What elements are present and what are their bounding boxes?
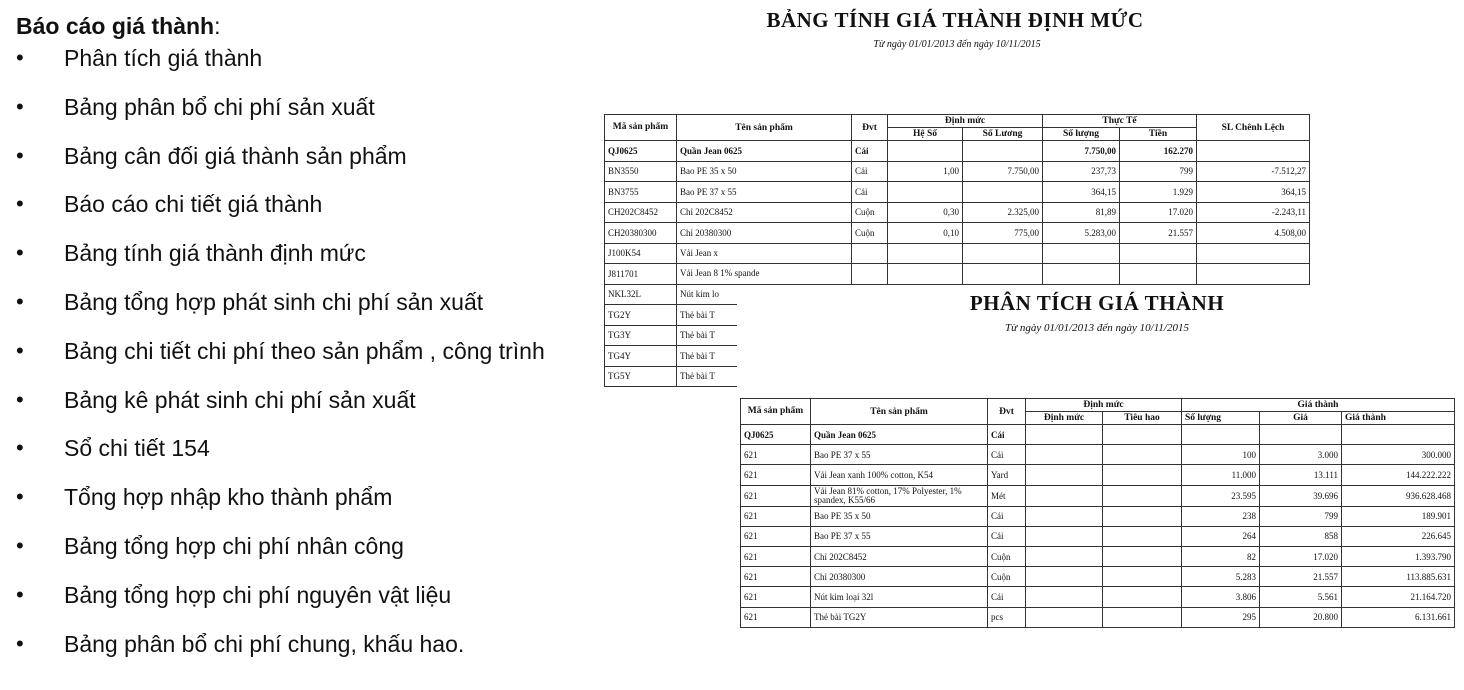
- cell-coef: [888, 141, 963, 162]
- cell-price: 21.557: [1260, 567, 1342, 587]
- cell-total: 300.000: [1342, 445, 1455, 465]
- cell-qty: 775,00: [963, 223, 1043, 244]
- table-row: [605, 264, 1310, 285]
- r1-h-amount: Tiền: [1120, 128, 1197, 141]
- cell-price: 17.020: [1260, 546, 1342, 566]
- cell-unit: [852, 264, 888, 285]
- cell-name: Chỉ 20380300: [811, 567, 988, 587]
- cell-qty: 264: [1182, 526, 1260, 546]
- report-list: [16, 44, 596, 678]
- cell-code: TG2Y: [605, 305, 677, 326]
- cell-total: 226.645: [1342, 526, 1455, 546]
- bullet-dot: •: [16, 532, 24, 558]
- bullet-dot: •: [16, 581, 24, 607]
- cell-name: Bao PE 37 x 55: [811, 445, 988, 465]
- cell-diff: 364,15: [1197, 182, 1310, 203]
- report-list-item: [16, 288, 596, 337]
- cell-diff: 4.508,00: [1197, 223, 1310, 244]
- cell-amount: 162.270: [1120, 141, 1197, 162]
- cell-code: 621: [741, 546, 811, 566]
- cell-consume: [1103, 567, 1182, 587]
- cell-name: Bao PE 35 x 50: [811, 506, 988, 526]
- report-cost-analysis: [737, 285, 1457, 690]
- cell-code: QJ0625: [605, 141, 677, 162]
- cell-price: 13.111: [1260, 465, 1342, 485]
- cell-name: Nút kim loại 32l: [811, 587, 988, 607]
- cell-code: 621: [741, 526, 811, 546]
- cell-name: Chỉ 20380300: [677, 223, 852, 244]
- cell-unit: Cuộn: [988, 546, 1026, 566]
- cell-name: Bao PE 35 x 50: [677, 161, 852, 182]
- bullet-dot: •: [16, 240, 24, 266]
- cell-total: 21.164.720: [1342, 587, 1455, 607]
- cell-actual-qty: 81,89: [1043, 202, 1120, 223]
- report-list-label: Bảng tính giá thành định mức: [64, 240, 366, 267]
- cell-code: 621: [741, 445, 811, 465]
- cell-unit: Cái: [988, 587, 1026, 607]
- cell-name: Bao PE 37 x 55: [677, 182, 852, 203]
- table-row: [741, 546, 1455, 566]
- cell-price: 799: [1260, 506, 1342, 526]
- table-row: [741, 425, 1455, 445]
- cell-unit: Cái: [988, 526, 1026, 546]
- report-list-label: Bảng chi tiết chi phí theo sản phẩm , công trình: [64, 337, 545, 364]
- cell-norm: [1026, 546, 1103, 566]
- cell-norm: [1026, 465, 1103, 485]
- r2-h-total: Giá thành: [1342, 412, 1455, 425]
- cell-unit: pcs: [988, 607, 1026, 627]
- cell-name: Thẻ bài T: [677, 325, 852, 346]
- cell-unit: Cuộn: [852, 223, 888, 244]
- cell-qty: 82: [1182, 546, 1260, 566]
- cell-diff: [1197, 141, 1310, 162]
- r2-h-price: Giá: [1260, 412, 1342, 425]
- cell-price: 20.800: [1260, 607, 1342, 627]
- bullet-dot: •: [16, 45, 24, 70]
- cell-code: J811701: [605, 264, 677, 285]
- cell-unit: [852, 243, 888, 264]
- cell-diff: -7.512,27: [1197, 161, 1310, 182]
- report-list-label: Bảng phân bổ chi phí chung, khấu hao.: [64, 630, 465, 657]
- table-row: [741, 465, 1455, 485]
- report-list-item: [16, 93, 596, 142]
- cell-code: 621: [741, 587, 811, 607]
- cell-actual-qty: [1043, 243, 1120, 264]
- cell-norm: [1026, 526, 1103, 546]
- report-list-item: [16, 386, 596, 435]
- cell-qty: 100: [1182, 445, 1260, 465]
- cell-consume: [1103, 526, 1182, 546]
- cell-code: J100K54: [605, 243, 677, 264]
- report-list-label: Phân tích giá thành: [64, 45, 263, 71]
- cell-name: Vải Jean xanh 100% cotton, K54: [811, 465, 988, 485]
- cell-qty: 3.806: [1182, 587, 1260, 607]
- cell-qty: [963, 182, 1043, 203]
- r2-h-code: Mã sản phẩm: [741, 399, 811, 425]
- cell-coef: 0,30: [888, 202, 963, 223]
- cell-price: 858: [1260, 526, 1342, 546]
- section-title: Báo cáo giá thành: [16, 13, 215, 39]
- cell-norm: [1026, 445, 1103, 465]
- heading-colon: :: [214, 13, 221, 39]
- cell-price: 39.696: [1260, 485, 1342, 506]
- cell-code: 621: [741, 567, 811, 587]
- cell-unit: Cái: [852, 161, 888, 182]
- table-row: [605, 202, 1310, 223]
- table-row: [741, 567, 1455, 587]
- cell-unit: Cái: [852, 182, 888, 203]
- table-row: [605, 243, 1310, 264]
- bullet-dot: •: [16, 142, 24, 168]
- cell-norm: [1026, 425, 1103, 445]
- cell-consume: [1103, 506, 1182, 526]
- report-list-label: Báo cáo chi tiết giá thành: [64, 191, 323, 218]
- cell-unit: Yard: [988, 465, 1026, 485]
- cell-actual-qty: 7.750,00: [1043, 141, 1120, 162]
- report-list-item: [16, 190, 596, 239]
- cell-name: Thẻ bài T: [677, 305, 852, 326]
- cell-price: 3.000: [1260, 445, 1342, 465]
- report-list-label: Sổ chi tiết 154: [64, 435, 210, 462]
- r1-h-code: Mã sản phẩm: [605, 115, 677, 141]
- table-row: [605, 161, 1310, 182]
- report-list-item: [16, 142, 596, 191]
- table-row: [605, 223, 1310, 244]
- cell-name: Quần Jean 0625: [677, 141, 852, 162]
- cell-price: [1260, 425, 1342, 445]
- r1-h-coef: Hệ Số: [888, 128, 963, 141]
- cell-diff: [1197, 264, 1310, 285]
- table-row: [741, 485, 1455, 506]
- table-row: [605, 141, 1310, 162]
- cell-unit: Mét: [988, 485, 1026, 506]
- cell-name: Bao PE 37 x 55: [811, 526, 988, 546]
- report-list-item: [16, 337, 596, 386]
- report2-title: PHÂN TÍCH GIÁ THÀNH: [969, 291, 1225, 315]
- cell-name: Chỉ 202C8452: [811, 546, 988, 566]
- cell-total: 144.222.222: [1342, 465, 1455, 485]
- r2-h-cost: Giá thành: [1182, 399, 1455, 412]
- cell-code: QJ0625: [741, 425, 811, 445]
- r2-h-unit: Đvt: [988, 399, 1026, 425]
- report-list-item: [16, 44, 596, 93]
- cell-consume: [1103, 607, 1182, 627]
- cell-code: CH202C8452: [605, 202, 677, 223]
- report2-table: [740, 398, 1455, 628]
- bullet-dot: •: [16, 435, 24, 461]
- cell-code: TG4Y: [605, 346, 677, 367]
- table-row: [605, 182, 1310, 203]
- cell-unit: Cuộn: [852, 202, 888, 223]
- cell-qty: 295: [1182, 607, 1260, 627]
- cell-consume: [1103, 587, 1182, 607]
- table-row: [741, 445, 1455, 465]
- report1-title: BẢNG TÍNH GIÁ THÀNH ĐỊNH MỨC: [766, 8, 1144, 32]
- r2-h-name: Tên sản phẩm: [811, 399, 988, 425]
- report-list-label: Bảng tổng hợp chi phí nguyên vật liệu: [64, 581, 452, 608]
- cell-qty: 2.325,00: [963, 202, 1043, 223]
- cell-amount: 21.557: [1120, 223, 1197, 244]
- cell-code: 621: [741, 506, 811, 526]
- report-list-item: [16, 630, 596, 679]
- cell-unit: Cái: [988, 425, 1026, 445]
- bullet-dot: •: [16, 93, 24, 119]
- r1-h-aqty: Số lượng: [1043, 128, 1120, 141]
- cell-code: TG3Y: [605, 325, 677, 346]
- report-list-label: Bảng kê phát sinh chi phí sản xuất: [64, 386, 416, 413]
- cell-total: 113.885.631: [1342, 567, 1455, 587]
- r2-h-qty: Số lượng: [1182, 412, 1260, 425]
- cell-name: Thẻ bài TG2Y: [811, 607, 988, 627]
- section-heading: [16, 12, 596, 40]
- report-list-label: Bảng tổng hợp chi phí nhân công: [64, 532, 404, 559]
- report-list-label: Bảng phân bổ chi phí sản xuất: [64, 93, 375, 120]
- cell-amount: 1.929: [1120, 182, 1197, 203]
- report-list-label: Bảng cân đối giá thành sản phẩm: [64, 142, 407, 169]
- report-list-item: [16, 532, 596, 581]
- cell-name: Nút kim lo: [677, 284, 852, 305]
- bullet-dot: •: [16, 484, 24, 510]
- cell-qty: [963, 243, 1043, 264]
- cell-name: Vải Jean x: [677, 243, 852, 264]
- cell-name: Quần Jean 0625: [811, 425, 988, 445]
- r2-h-norm: Định mức: [1026, 399, 1182, 412]
- cell-unit: Cái: [852, 141, 888, 162]
- cell-name: Vải Jean 8 1% spande: [677, 264, 852, 285]
- cell-norm: [1026, 607, 1103, 627]
- cell-norm: [1026, 587, 1103, 607]
- cell-actual-qty: 5.283,00: [1043, 223, 1120, 244]
- cell-qty: 11.000: [1182, 465, 1260, 485]
- cell-unit: Cái: [988, 506, 1026, 526]
- cell-consume: [1103, 485, 1182, 506]
- cell-unit: Cái: [988, 445, 1026, 465]
- report-list-label: Bảng tổng hợp phát sinh chi phí sản xuất: [64, 288, 484, 315]
- bullet-dot: •: [16, 630, 24, 656]
- table-row: [741, 526, 1455, 546]
- cell-coef: [888, 182, 963, 203]
- left-panel: [16, 12, 596, 678]
- cell-coef: 1,00: [888, 161, 963, 182]
- cell-code: BN3550: [605, 161, 677, 182]
- r2-h-normsub: Định mức: [1026, 412, 1103, 425]
- cell-consume: [1103, 546, 1182, 566]
- cell-norm: [1026, 567, 1103, 587]
- r1-h-actual: Thực Tế: [1043, 115, 1197, 128]
- cell-diff: [1197, 243, 1310, 264]
- cell-qty: [963, 141, 1043, 162]
- cell-name: Thẻ bài T: [677, 366, 852, 387]
- cell-code: 621: [741, 465, 811, 485]
- cell-diff: -2.243,11: [1197, 202, 1310, 223]
- report-list-item: [16, 581, 596, 630]
- cell-norm: [1026, 485, 1103, 506]
- cell-consume: [1103, 465, 1182, 485]
- r1-h-qty: Số Lương: [963, 128, 1043, 141]
- report-list-item: [16, 483, 596, 532]
- cell-unit: Cuộn: [988, 567, 1026, 587]
- cell-consume: [1103, 425, 1182, 445]
- table-row: [741, 506, 1455, 526]
- report1-subtitle: Từ ngày 01/01/2013 đến ngày 10/11/2015: [873, 39, 1041, 50]
- bullet-dot: •: [16, 288, 24, 314]
- r2-h-consume: Tiêu hao: [1103, 412, 1182, 425]
- cell-code: CH20380300: [605, 223, 677, 244]
- cell-name: Chỉ 202C8452: [677, 202, 852, 223]
- cell-consume: [1103, 445, 1182, 465]
- cell-coef: [888, 264, 963, 285]
- report2-subtitle: Từ ngày 01/01/2013 đến ngày 10/11/2015: [1005, 322, 1189, 334]
- cell-code: BN3755: [605, 182, 677, 203]
- bullet-dot: •: [16, 191, 24, 217]
- report-list-label: Tổng hợp nhập kho thành phẩm: [64, 484, 393, 511]
- cell-qty: [1182, 425, 1260, 445]
- cell-qty: 23.595: [1182, 485, 1260, 506]
- cell-qty: [963, 264, 1043, 285]
- cell-code: NKL32L: [605, 284, 677, 305]
- cell-amount: [1120, 264, 1197, 285]
- cell-qty: 7.750,00: [963, 161, 1043, 182]
- bullet-dot: •: [16, 386, 24, 412]
- cell-amount: 17.020: [1120, 202, 1197, 223]
- bullet-dot: •: [16, 337, 24, 363]
- cell-price: 5.561: [1260, 587, 1342, 607]
- report-list-item: [16, 434, 596, 483]
- cell-amount: 799: [1120, 161, 1197, 182]
- cell-actual-qty: [1043, 264, 1120, 285]
- cell-norm: [1026, 506, 1103, 526]
- cell-coef: 0,10: [888, 223, 963, 244]
- report-list-item: [16, 239, 596, 288]
- cell-total: 1.393.790: [1342, 546, 1455, 566]
- table-row: [741, 607, 1455, 627]
- cell-total: [1342, 425, 1455, 445]
- r1-h-norm: Định mức: [888, 115, 1043, 128]
- cell-name: Thẻ bài T: [677, 346, 852, 367]
- cell-qty: 5.283: [1182, 567, 1260, 587]
- cell-qty: 238: [1182, 506, 1260, 526]
- cell-total: 189.901: [1342, 506, 1455, 526]
- cell-amount: [1120, 243, 1197, 264]
- cell-actual-qty: 364,15: [1043, 182, 1120, 203]
- cell-total: 6.131.661: [1342, 607, 1455, 627]
- cell-actual-qty: 237,73: [1043, 161, 1120, 182]
- cell-code: 621: [741, 607, 811, 627]
- r1-h-unit: Đvt: [852, 115, 888, 141]
- cell-coef: [888, 243, 963, 264]
- cell-code: 621: [741, 485, 811, 506]
- r1-h-name: Tên sản phẩm: [677, 115, 852, 141]
- cell-name: Vải Jean 81% cotton, 17% Polyester, 1% spandex, K55/66: [811, 485, 988, 506]
- cell-total: 936.628.468: [1342, 485, 1455, 506]
- table-row: [741, 587, 1455, 607]
- cell-code: TG5Y: [605, 366, 677, 387]
- r1-h-diff: SL Chênh Lệch: [1197, 115, 1310, 141]
